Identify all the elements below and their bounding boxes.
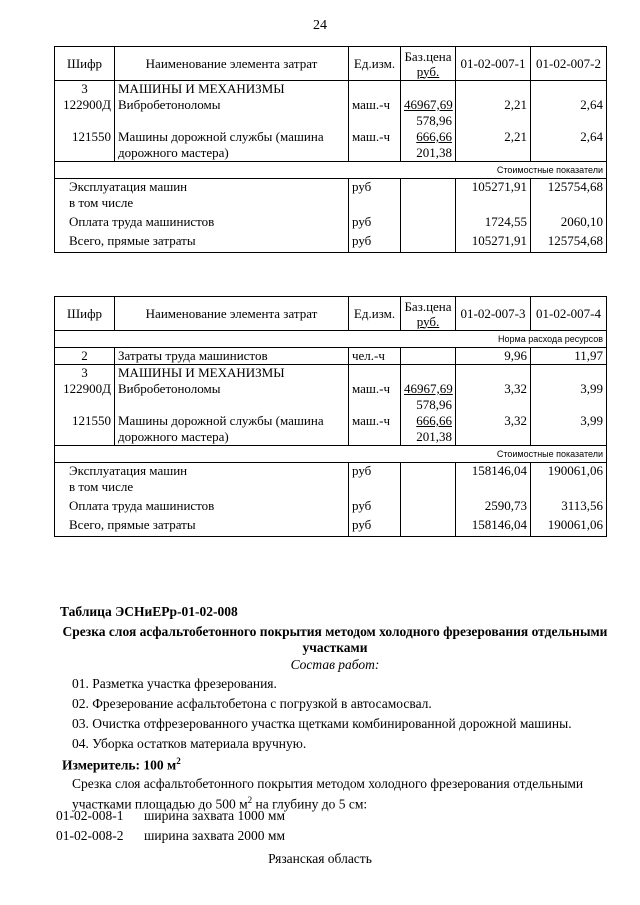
row-price [401, 129, 456, 162]
variant-item [56, 828, 285, 844]
row-value-b: 3,99 [531, 381, 607, 413]
norm-label: Норма расхода ресурсов [55, 331, 607, 348]
norm-row [55, 331, 607, 348]
row-code: 121550 [55, 129, 115, 162]
summary-value-b: 3113,56 [531, 495, 607, 514]
header-price [401, 297, 456, 331]
summary-label: Эксплуатация машин [55, 463, 349, 480]
summary-value-b: 2060,10 [531, 211, 607, 230]
table-row [55, 97, 607, 129]
summary-unit: руб [349, 211, 401, 230]
row-price-2: 578,96 [416, 113, 452, 128]
summary-value-b: 190061,06 [531, 514, 607, 537]
header-price-line1: Баз.цена [404, 298, 452, 314]
row-price [401, 97, 456, 129]
header-unit: Ед.изм. [349, 297, 401, 331]
summary-label: Всего, прямые затраты [55, 514, 349, 537]
description-part: участками площадью до 500 м [72, 796, 248, 812]
variant-text: ширина захвата 2000 мм [144, 828, 285, 843]
row-value-a: 2,21 [456, 129, 531, 162]
row-code: 122900Д [55, 97, 115, 129]
row-value-b: 2,64 [531, 97, 607, 129]
summary-row [55, 463, 607, 480]
header-shifr: Шифр [55, 47, 115, 81]
work-item: 02. Фрезерование асфальтобетона с погрузкой в автосамосвал. [72, 696, 432, 711]
variant-item [56, 808, 285, 824]
summary-label: Оплата труда машинистов [55, 211, 349, 230]
header-unit: Ед.изм. [349, 47, 401, 81]
cost-indicators-row [55, 446, 607, 463]
summary-label: в том числе [55, 195, 349, 211]
row-unit: маш.-ч [349, 413, 401, 446]
summary-label: Оплата труда машинистов [55, 495, 349, 514]
labor-value-b: 11,97 [531, 348, 607, 365]
row-name: Вибробетоноломы [115, 381, 349, 413]
header-price-line2: руб. [416, 63, 440, 79]
summary-row [55, 514, 607, 537]
summary-unit: руб [349, 495, 401, 514]
cost-indicators-row [55, 162, 607, 179]
row-price [401, 381, 456, 413]
labor-value-a: 9,96 [456, 348, 531, 365]
measurement-sup: 2 [176, 756, 181, 766]
row-price-1: 666,66 [416, 413, 452, 428]
row-value-a: 3,32 [456, 413, 531, 446]
row-price-1: 666,66 [416, 129, 452, 144]
row-price-2: 578,96 [416, 397, 452, 412]
table-row [55, 381, 607, 413]
variant-code: 01-02-008-1 [56, 808, 124, 823]
table-header-row [55, 47, 607, 81]
row-code: 121550 [55, 413, 115, 446]
section-row [55, 81, 607, 98]
page-number: 24 [313, 18, 327, 33]
summary-label: Эксплуатация машин [55, 179, 349, 196]
header-price-line1: Баз.цена [404, 48, 452, 64]
section-number: 3 [55, 365, 115, 382]
section-title: МАШИНЫ И МЕХАНИЗМЫ [115, 365, 349, 382]
resource-table-2 [54, 296, 607, 537]
work-item: 04. Уборка остатков материала вручную. [72, 736, 307, 751]
section-heading: Срезка слоя асфальтобетонного покрытия методом холодного фрезерования отдельными участками [62, 624, 608, 655]
summary-value-a: 2590,73 [456, 495, 531, 514]
summary-row [55, 495, 607, 514]
header-col-a: 01-02-007-1 [456, 47, 531, 81]
header-price-line2: руб. [416, 313, 440, 329]
work-item: 01. Разметка участка фрезерования. [72, 676, 277, 691]
measurement-label: Измеритель: 100 м [62, 757, 177, 773]
cost-indicators-label: Стоимостные показатели [55, 446, 607, 463]
row-unit: маш.-ч [349, 129, 401, 162]
summary-value-a: 158146,04 [456, 463, 531, 480]
row-value-a: 3,32 [456, 381, 531, 413]
work-item: 03. Очистка отфрезерованного участка щетками комбинированной дорожной машины. [72, 716, 572, 731]
summary-value-a: 105271,91 [456, 230, 531, 253]
summary-row [55, 195, 607, 211]
row-unit: маш.-ч [349, 381, 401, 413]
summary-unit: руб [349, 463, 401, 480]
row-value-a: 2,21 [456, 97, 531, 129]
summary-unit: руб [349, 179, 401, 196]
row-price-1: 46967,69 [404, 97, 453, 112]
summary-value-b: 125754,68 [531, 230, 607, 253]
header-col-b: 01-02-007-4 [531, 297, 607, 331]
header-shifr: Шифр [55, 297, 115, 331]
summary-value-a: 105271,91 [456, 179, 531, 196]
row-value-b: 3,99 [531, 413, 607, 446]
header-name: Наименование элемента затрат [115, 47, 349, 81]
labor-number: 2 [55, 348, 115, 365]
summary-unit: руб [349, 230, 401, 253]
header-col-a: 01-02-007-3 [456, 297, 531, 331]
row-price-1: 46967,69 [404, 381, 453, 396]
row-name: Вибробетоноломы [115, 97, 349, 129]
header-name: Наименование элемента затрат [115, 297, 349, 331]
table-row [55, 129, 607, 162]
row-name: Машины дорожной службы (машина дорожного мастера) [115, 129, 349, 162]
summary-value-b: 125754,68 [531, 179, 607, 196]
description-part: на глубину до 5 см: [252, 796, 368, 812]
row-code: 122900Д [55, 381, 115, 413]
header-col-b: 01-02-007-2 [531, 47, 607, 81]
summary-value-a: 158146,04 [456, 514, 531, 537]
table-row [55, 413, 607, 446]
summary-value-b: 190061,06 [531, 463, 607, 480]
labor-unit: чел.-ч [349, 348, 401, 365]
summary-row [55, 211, 607, 230]
summary-row [55, 479, 607, 495]
description-line: Срезка слоя асфальтобетонного покрытия методом холодного фрезерования отдельными [72, 776, 584, 791]
section-number: 3 [55, 81, 115, 98]
footer-region: Рязанская область [268, 851, 372, 866]
measurement-unit [62, 756, 181, 774]
row-price [401, 413, 456, 446]
table-title: Таблица ЭСНиЕРр-01-02-008 [60, 604, 238, 619]
table-header-row [55, 297, 607, 331]
summary-label: Всего, прямые затраты [55, 230, 349, 253]
row-unit: маш.-ч [349, 97, 401, 129]
row-price-2: 201,38 [416, 145, 452, 160]
variant-code: 01-02-008-2 [56, 828, 124, 843]
resource-table-1 [54, 46, 607, 253]
labor-row [55, 348, 607, 365]
variant-text: ширина захвата 1000 мм [144, 808, 285, 823]
summary-row [55, 230, 607, 253]
labor-name: Затраты труда машинистов [115, 348, 349, 365]
row-price-2: 201,38 [416, 429, 452, 444]
row-name: Машины дорожной службы (машина дорожного мастера) [115, 413, 349, 446]
cost-indicators-label: Стоимостные показатели [55, 162, 607, 179]
section-title: МАШИНЫ И МЕХАНИЗМЫ [115, 81, 349, 98]
header-price [401, 47, 456, 81]
description-sup: 2 [247, 795, 253, 805]
composition-label: Состав работ: [290, 657, 380, 672]
summary-value-a: 1724,55 [456, 211, 531, 230]
summary-label: в том числе [55, 479, 349, 495]
summary-unit: руб [349, 514, 401, 537]
section-row [55, 365, 607, 382]
row-value-b: 2,64 [531, 129, 607, 162]
summary-row [55, 179, 607, 196]
